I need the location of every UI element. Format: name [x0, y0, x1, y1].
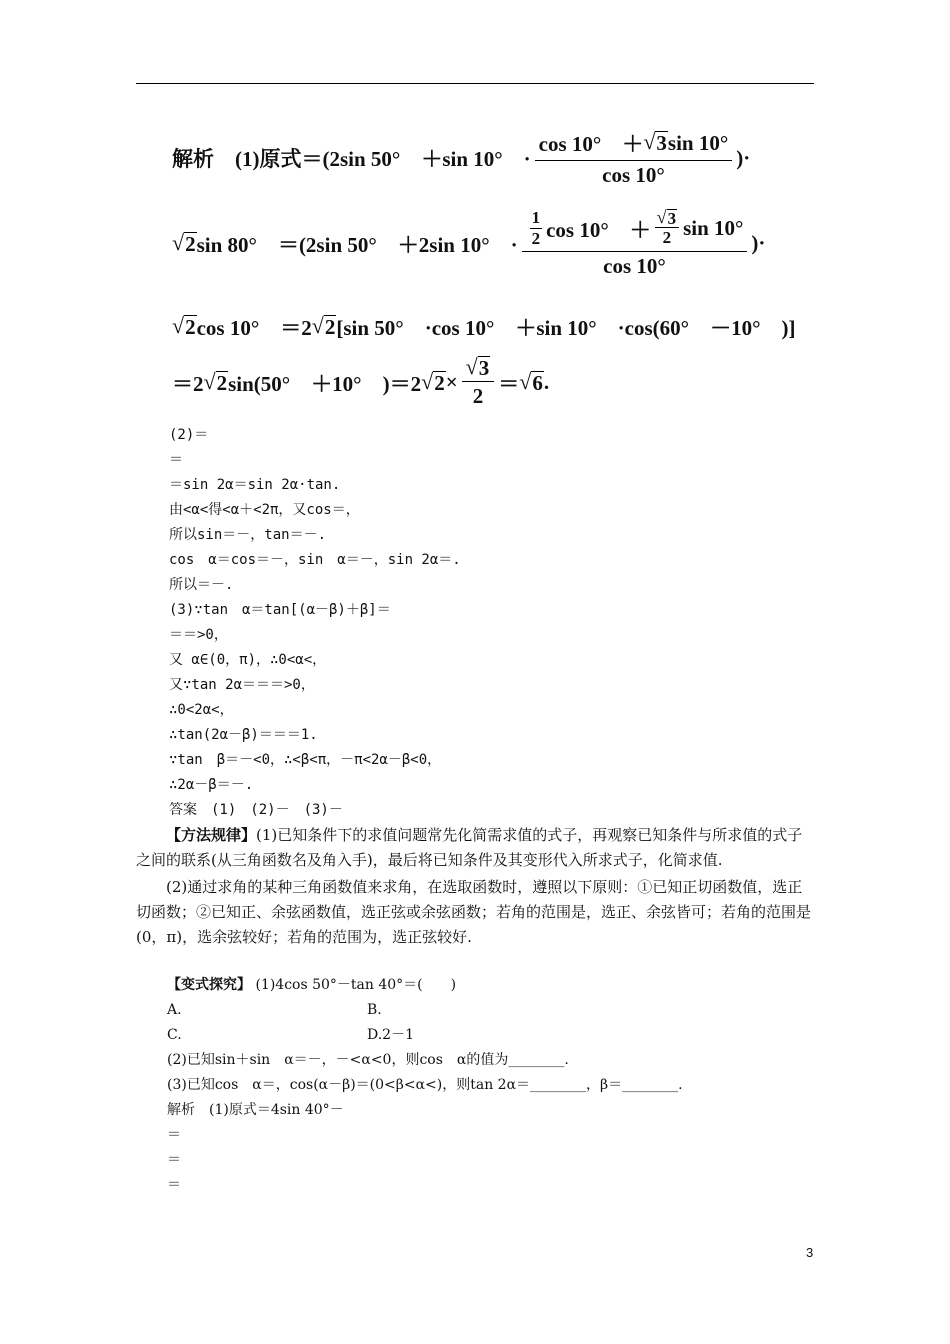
analysis-line: ＝: [167, 1152, 181, 1168]
text-line: 所以＝－.: [169, 577, 234, 593]
text-line: ∴0<2α<，: [169, 702, 234, 718]
sqrt-symbol: √ 2: [203, 369, 228, 395]
method-section: [136, 823, 816, 950]
variant-title: 【变式探究】: [167, 977, 251, 993]
math-line-2: [172, 208, 765, 279]
fraction-numerator-tail: sin 10°: [667, 130, 729, 155]
method-paragraph-1: 【方法规律】(1)已知条件下的求值问题常先化简需求值的式子，再观察已知条件与所求值的式子之间的联系(从三角函数名及角入手)，最后将已知条件及其变形代入所求式子，化简求值.: [136, 826, 803, 869]
analysis-line: 解析 (1)原式＝4sin 40°－: [167, 1102, 344, 1118]
text-line: 又 α∈(0，π)，∴0<α<，: [169, 652, 327, 668]
page-number: 3: [806, 1245, 814, 1260]
text-line: 所以sin＝－，tan＝－.: [169, 527, 327, 543]
text-line: (2)＝: [169, 427, 209, 443]
text-line: ＝＝>0，: [169, 627, 228, 643]
sqrt-symbol: √ 2: [311, 313, 336, 340]
variant-section: [167, 973, 820, 1198]
math-text: [sin 50° ·cos 10° ＋sin 10° ·cos(60° －10° )]: [336, 316, 796, 340]
sqrt-symbol: √ 2: [172, 229, 196, 256]
options-row-1: [167, 998, 820, 1023]
option-b: B.: [367, 1002, 382, 1018]
fraction-numerator: cos 10° ＋: [546, 217, 651, 242]
text-line: ＝sin 2α＝sin 2α·tan.: [169, 477, 341, 493]
sqrt-symbol: √ 2: [421, 369, 445, 395]
fraction-sqrt3-over-2: √ 3 2: [655, 209, 679, 249]
text-line: ∴2α－β＝－.: [169, 777, 254, 793]
text-line: 由<α<得<α＋<2π，又cos＝，: [169, 502, 360, 518]
option-c: C.: [167, 1027, 182, 1043]
sqrt-symbol: √ 6: [519, 369, 543, 395]
answer-line: 答案 (1) (2)－ (3)－: [169, 802, 343, 818]
fraction-denominator: cos 10°: [603, 254, 666, 278]
sqrt-symbol: √ 2: [172, 313, 196, 340]
math-text: sin(50° ＋10° )＝2: [228, 371, 422, 396]
math-text: ＝2: [172, 371, 204, 396]
analysis-line: ＝: [167, 1177, 181, 1193]
variant-question-2: (2)已知sin＋sin α＝－，－<α<0，则cos α的值为________.: [167, 1052, 569, 1068]
math-text: )·: [736, 145, 751, 170]
text-line: ＝: [169, 452, 183, 468]
option-d: D.2－1: [367, 1027, 414, 1043]
math-line-4: [172, 356, 549, 409]
options-row-2: [167, 1023, 820, 1048]
math-text: .: [543, 370, 550, 395]
fraction: √ 3 2: [462, 356, 495, 409]
text-line: ∵tan β＝－<0，∴<β<π，－π<2α－β<0，: [169, 752, 442, 768]
math-text: 解析 (1)原式＝(2sin 50° ＋sin 10° ·: [172, 147, 531, 171]
variant-question-1: 【变式探究】 (1)4cos 50°－tan 40°＝( ): [167, 977, 457, 993]
option-a: A.: [167, 1002, 182, 1018]
analysis-line: ＝: [167, 1127, 181, 1143]
text-line: cos α＝cos＝－，sin α＝－，sin 2α＝.: [169, 552, 461, 568]
fraction-numerator: cos 10° ＋: [538, 132, 644, 156]
text-line: 又∵tan 2α＝＝＝>0，: [169, 677, 315, 693]
fraction: [522, 208, 748, 279]
math-line-1: [172, 128, 750, 188]
fraction-numerator-tail: sin 10°: [683, 216, 744, 240]
math-line-3: [172, 312, 795, 342]
fraction: [535, 128, 733, 188]
variant-question-3: (3)已知cos α＝，cos(α－β)＝(0<β<α<)，则tan 2α＝________，β＝________.: [167, 1077, 683, 1093]
text-line: (3)∵tan α＝tan[(α－β)＋β]＝: [169, 602, 391, 618]
math-text: ＝: [498, 371, 520, 396]
sqrt-symbol: √ 3: [643, 129, 667, 156]
math-text: )·: [751, 231, 766, 255]
fraction-denominator: cos 10°: [602, 163, 665, 187]
math-text: sin 80° ＝(2sin 50° ＋2sin 10° ·: [196, 232, 518, 257]
method-title: 【方法规律】: [166, 826, 257, 844]
math-text: cos 10° ＝2: [196, 316, 312, 340]
fraction-half: $\frac{1}{2}$: [531, 208, 541, 248]
solution-lines: [169, 423, 820, 823]
header-rule: [136, 83, 814, 84]
method-paragraph-2: (2)通过求角的某种三角函数值来求角，在选取函数时，遵照以下原则：①已知正切函数值，选正切函数；②已知正、余弦函数值，选正弦或余弦函数；若角的范围是，选正、余弦皆可；若角的范围是(0，π)，选余弦较好；若角的范围为，选正弦较好.: [136, 878, 812, 946]
times-symbol: ×: [445, 370, 458, 395]
text-line: ∴tan(2α－β)＝＝＝1.: [169, 727, 318, 743]
